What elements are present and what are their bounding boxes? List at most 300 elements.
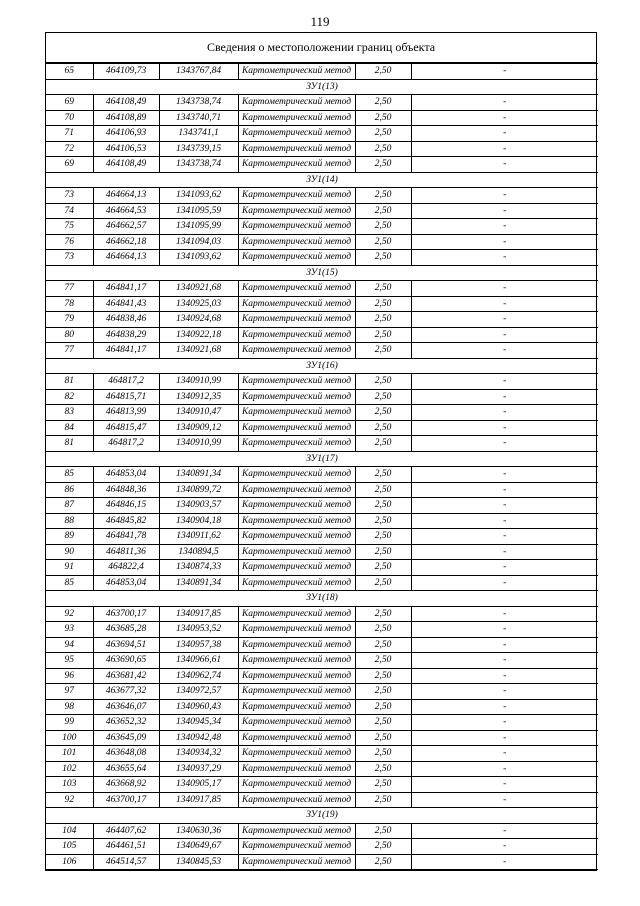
section-label: ЗУ1(15) bbox=[46, 265, 598, 281]
accuracy-cell: 2,50 bbox=[355, 498, 411, 514]
x-coordinate-cell: 464108,49 bbox=[93, 157, 159, 173]
accuracy-cell: 2,50 bbox=[355, 730, 411, 746]
point-number-cell: 76 bbox=[46, 234, 93, 250]
accuracy-cell: 2,50 bbox=[355, 715, 411, 731]
table-row bbox=[46, 436, 598, 452]
accuracy-cell: 2,50 bbox=[355, 296, 411, 312]
table-row bbox=[46, 219, 598, 235]
point-number-cell: 91 bbox=[46, 560, 93, 576]
table-row bbox=[46, 730, 598, 746]
description-cell: - bbox=[411, 730, 598, 746]
description-cell: - bbox=[411, 420, 598, 436]
description-cell: - bbox=[411, 343, 598, 359]
method-cell: Картометрический метод bbox=[238, 622, 355, 638]
accuracy-cell: 2,50 bbox=[355, 699, 411, 715]
method-cell: Картометрический метод bbox=[238, 560, 355, 576]
description-cell: - bbox=[411, 467, 598, 483]
point-number-cell: 82 bbox=[46, 389, 93, 405]
x-coordinate-cell: 463700,17 bbox=[93, 792, 159, 808]
point-number-cell: 79 bbox=[46, 312, 93, 328]
description-cell: - bbox=[411, 141, 598, 157]
table-row bbox=[46, 420, 598, 436]
x-coordinate-cell: 464662,18 bbox=[93, 234, 159, 250]
accuracy-cell: 2,50 bbox=[355, 157, 411, 173]
y-coordinate-cell: 1340649,67 bbox=[159, 839, 238, 855]
accuracy-cell: 2,50 bbox=[355, 529, 411, 545]
accuracy-cell: 2,50 bbox=[355, 668, 411, 684]
y-coordinate-cell: 1341093,62 bbox=[159, 250, 238, 266]
y-coordinate-cell: 1340909,12 bbox=[159, 420, 238, 436]
point-number-cell: 69 bbox=[46, 95, 93, 111]
description-cell: - bbox=[411, 312, 598, 328]
accuracy-cell: 2,50 bbox=[355, 141, 411, 157]
boundary-table-sheet bbox=[45, 32, 597, 871]
table-row bbox=[46, 343, 598, 359]
section-row bbox=[46, 265, 598, 281]
description-cell: - bbox=[411, 203, 598, 219]
y-coordinate-cell: 1340942,48 bbox=[159, 730, 238, 746]
point-number-cell: 98 bbox=[46, 699, 93, 715]
table-row bbox=[46, 637, 598, 653]
y-coordinate-cell: 1340874,33 bbox=[159, 560, 238, 576]
method-cell: Картометрический метод bbox=[238, 498, 355, 514]
accuracy-cell: 2,50 bbox=[355, 110, 411, 126]
method-cell: Картометрический метод bbox=[238, 544, 355, 560]
y-coordinate-cell: 1340953,52 bbox=[159, 622, 238, 638]
accuracy-cell: 2,50 bbox=[355, 513, 411, 529]
point-number-cell: 101 bbox=[46, 746, 93, 762]
x-coordinate-cell: 464106,93 bbox=[93, 126, 159, 142]
method-cell: Картометрический метод bbox=[238, 389, 355, 405]
method-cell: Картометрический метод bbox=[238, 715, 355, 731]
table-row bbox=[46, 746, 598, 762]
x-coordinate-cell: 464815,47 bbox=[93, 420, 159, 436]
x-coordinate-cell: 464108,89 bbox=[93, 110, 159, 126]
accuracy-cell: 2,50 bbox=[355, 188, 411, 204]
description-cell: - bbox=[411, 668, 598, 684]
section-row bbox=[46, 451, 598, 467]
description-cell: - bbox=[411, 188, 598, 204]
table-row bbox=[46, 374, 598, 390]
description-cell: - bbox=[411, 699, 598, 715]
description-cell: - bbox=[411, 157, 598, 173]
y-coordinate-cell: 1340905,17 bbox=[159, 777, 238, 793]
y-coordinate-cell: 1340962,74 bbox=[159, 668, 238, 684]
point-number-cell: 92 bbox=[46, 792, 93, 808]
description-cell: - bbox=[411, 498, 598, 514]
point-number-cell: 65 bbox=[46, 64, 93, 80]
description-cell: - bbox=[411, 405, 598, 421]
section-row bbox=[46, 79, 598, 95]
accuracy-cell: 2,50 bbox=[355, 653, 411, 669]
x-coordinate-cell: 464841,17 bbox=[93, 281, 159, 297]
point-number-cell: 90 bbox=[46, 544, 93, 560]
method-cell: Картометрический метод bbox=[238, 234, 355, 250]
table-row bbox=[46, 110, 598, 126]
accuracy-cell: 2,50 bbox=[355, 839, 411, 855]
accuracy-cell: 2,50 bbox=[355, 777, 411, 793]
description-cell: - bbox=[411, 544, 598, 560]
method-cell: Картометрический метод bbox=[238, 157, 355, 173]
description-cell: - bbox=[411, 95, 598, 111]
description-cell: - bbox=[411, 792, 598, 808]
y-coordinate-cell: 1340934,32 bbox=[159, 746, 238, 762]
method-cell: Картометрический метод bbox=[238, 203, 355, 219]
table-row bbox=[46, 312, 598, 328]
x-coordinate-cell: 463668,92 bbox=[93, 777, 159, 793]
table-row bbox=[46, 653, 598, 669]
table-row bbox=[46, 141, 598, 157]
x-coordinate-cell: 464838,46 bbox=[93, 312, 159, 328]
section-label: ЗУ1(18) bbox=[46, 591, 598, 607]
method-cell: Картометрический метод bbox=[238, 436, 355, 452]
point-number-cell: 102 bbox=[46, 761, 93, 777]
accuracy-cell: 2,50 bbox=[355, 761, 411, 777]
accuracy-cell: 2,50 bbox=[355, 203, 411, 219]
description-cell: - bbox=[411, 513, 598, 529]
point-number-cell: 95 bbox=[46, 653, 93, 669]
table-row bbox=[46, 684, 598, 700]
point-number-cell: 85 bbox=[46, 467, 93, 483]
point-number-cell: 77 bbox=[46, 281, 93, 297]
description-cell: - bbox=[411, 436, 598, 452]
y-coordinate-cell: 1340903,57 bbox=[159, 498, 238, 514]
method-cell: Картометрический метод bbox=[238, 327, 355, 343]
description-cell: - bbox=[411, 482, 598, 498]
method-cell: Картометрический метод bbox=[238, 482, 355, 498]
y-coordinate-cell: 1340917,85 bbox=[159, 606, 238, 622]
point-number-cell: 106 bbox=[46, 854, 93, 870]
table-row bbox=[46, 482, 598, 498]
method-cell: Картометрический метод bbox=[238, 64, 355, 80]
page-number: 119 bbox=[310, 14, 330, 29]
method-cell: Картометрический метод bbox=[238, 529, 355, 545]
method-cell: Картометрический метод bbox=[238, 839, 355, 855]
table-row bbox=[46, 281, 598, 297]
x-coordinate-cell: 464853,04 bbox=[93, 575, 159, 591]
table-row bbox=[46, 529, 598, 545]
y-coordinate-cell: 1340921,68 bbox=[159, 343, 238, 359]
x-coordinate-cell: 464664,13 bbox=[93, 250, 159, 266]
x-coordinate-cell: 463655,64 bbox=[93, 761, 159, 777]
method-cell: Картометрический метод bbox=[238, 668, 355, 684]
section-label: ЗУ1(14) bbox=[46, 172, 598, 188]
table-row bbox=[46, 389, 598, 405]
y-coordinate-cell: 1343767,84 bbox=[159, 64, 238, 80]
accuracy-cell: 2,50 bbox=[355, 312, 411, 328]
point-number-cell: 75 bbox=[46, 219, 93, 235]
y-coordinate-cell: 1340845,53 bbox=[159, 854, 238, 870]
description-cell: - bbox=[411, 219, 598, 235]
y-coordinate-cell: 1340925,03 bbox=[159, 296, 238, 312]
accuracy-cell: 2,50 bbox=[355, 95, 411, 111]
method-cell: Картометрический метод bbox=[238, 746, 355, 762]
method-cell: Картометрический метод bbox=[238, 699, 355, 715]
accuracy-cell: 2,50 bbox=[355, 234, 411, 250]
description-cell: - bbox=[411, 126, 598, 142]
description-cell: - bbox=[411, 715, 598, 731]
description-cell: - bbox=[411, 64, 598, 80]
point-number-cell: 104 bbox=[46, 823, 93, 839]
y-coordinate-cell: 1340937,29 bbox=[159, 761, 238, 777]
y-coordinate-cell: 1340917,85 bbox=[159, 792, 238, 808]
point-number-cell: 74 bbox=[46, 203, 93, 219]
method-cell: Картометрический метод bbox=[238, 95, 355, 111]
accuracy-cell: 2,50 bbox=[355, 482, 411, 498]
accuracy-cell: 2,50 bbox=[355, 684, 411, 700]
y-coordinate-cell: 1343740,71 bbox=[159, 110, 238, 126]
description-cell: - bbox=[411, 560, 598, 576]
method-cell: Картометрический метод bbox=[238, 281, 355, 297]
accuracy-cell: 2,50 bbox=[355, 575, 411, 591]
point-number-cell: 72 bbox=[46, 141, 93, 157]
x-coordinate-cell: 464815,71 bbox=[93, 389, 159, 405]
x-coordinate-cell: 464109,73 bbox=[93, 64, 159, 80]
accuracy-cell: 2,50 bbox=[355, 467, 411, 483]
table-row bbox=[46, 839, 598, 855]
y-coordinate-cell: 1340891,34 bbox=[159, 467, 238, 483]
y-coordinate-cell: 1341095,99 bbox=[159, 219, 238, 235]
x-coordinate-cell: 464845,82 bbox=[93, 513, 159, 529]
table-row bbox=[46, 544, 598, 560]
y-coordinate-cell: 1340912,35 bbox=[159, 389, 238, 405]
accuracy-cell: 2,50 bbox=[355, 420, 411, 436]
point-number-cell: 73 bbox=[46, 188, 93, 204]
description-cell: - bbox=[411, 746, 598, 762]
table-row bbox=[46, 296, 598, 312]
y-coordinate-cell: 1340899,72 bbox=[159, 482, 238, 498]
method-cell: Картометрический метод bbox=[238, 343, 355, 359]
method-cell: Картометрический метод bbox=[238, 684, 355, 700]
accuracy-cell: 2,50 bbox=[355, 854, 411, 870]
description-cell: - bbox=[411, 653, 598, 669]
accuracy-cell: 2,50 bbox=[355, 637, 411, 653]
description-cell: - bbox=[411, 854, 598, 870]
x-coordinate-cell: 463700,17 bbox=[93, 606, 159, 622]
table-row bbox=[46, 761, 598, 777]
x-coordinate-cell: 464846,15 bbox=[93, 498, 159, 514]
table-row bbox=[46, 513, 598, 529]
method-cell: Картометрический метод bbox=[238, 761, 355, 777]
y-coordinate-cell: 1341094,03 bbox=[159, 234, 238, 250]
y-coordinate-cell: 1340910,99 bbox=[159, 374, 238, 390]
accuracy-cell: 2,50 bbox=[355, 281, 411, 297]
method-cell: Картометрический метод bbox=[238, 219, 355, 235]
section-label: ЗУ1(19) bbox=[46, 808, 598, 824]
accuracy-cell: 2,50 bbox=[355, 64, 411, 80]
accuracy-cell: 2,50 bbox=[355, 792, 411, 808]
y-coordinate-cell: 1340960,43 bbox=[159, 699, 238, 715]
y-coordinate-cell: 1341095,59 bbox=[159, 203, 238, 219]
accuracy-cell: 2,50 bbox=[355, 436, 411, 452]
y-coordinate-cell: 1340966,61 bbox=[159, 653, 238, 669]
method-cell: Картометрический метод bbox=[238, 467, 355, 483]
description-cell: - bbox=[411, 234, 598, 250]
description-cell: - bbox=[411, 761, 598, 777]
x-coordinate-cell: 464514,57 bbox=[93, 854, 159, 870]
description-cell: - bbox=[411, 529, 598, 545]
point-number-cell: 96 bbox=[46, 668, 93, 684]
point-number-cell: 69 bbox=[46, 157, 93, 173]
y-coordinate-cell: 1340945,34 bbox=[159, 715, 238, 731]
point-number-cell: 100 bbox=[46, 730, 93, 746]
boundary-coordinates-table bbox=[46, 63, 598, 870]
table-row bbox=[46, 95, 598, 111]
section-label: ЗУ1(13) bbox=[46, 79, 598, 95]
section-label: ЗУ1(16) bbox=[46, 358, 598, 374]
accuracy-cell: 2,50 bbox=[355, 823, 411, 839]
section-row bbox=[46, 808, 598, 824]
description-cell: - bbox=[411, 575, 598, 591]
point-number-cell: 83 bbox=[46, 405, 93, 421]
description-cell: - bbox=[411, 606, 598, 622]
x-coordinate-cell: 464838,29 bbox=[93, 327, 159, 343]
table-row bbox=[46, 575, 598, 591]
y-coordinate-cell: 1343741,1 bbox=[159, 126, 238, 142]
point-number-cell: 87 bbox=[46, 498, 93, 514]
x-coordinate-cell: 464841,17 bbox=[93, 343, 159, 359]
x-coordinate-cell: 463690,65 bbox=[93, 653, 159, 669]
y-coordinate-cell: 1343739,15 bbox=[159, 141, 238, 157]
method-cell: Картометрический метод bbox=[238, 312, 355, 328]
table-row bbox=[46, 157, 598, 173]
method-cell: Картометрический метод bbox=[238, 653, 355, 669]
y-coordinate-cell: 1340911,62 bbox=[159, 529, 238, 545]
table-row bbox=[46, 823, 598, 839]
point-number-cell: 73 bbox=[46, 250, 93, 266]
x-coordinate-cell: 463694,51 bbox=[93, 637, 159, 653]
x-coordinate-cell: 463648,08 bbox=[93, 746, 159, 762]
accuracy-cell: 2,50 bbox=[355, 250, 411, 266]
x-coordinate-cell: 464848,36 bbox=[93, 482, 159, 498]
accuracy-cell: 2,50 bbox=[355, 126, 411, 142]
section-label: ЗУ1(17) bbox=[46, 451, 598, 467]
description-cell: - bbox=[411, 777, 598, 793]
table-row bbox=[46, 250, 598, 266]
accuracy-cell: 2,50 bbox=[355, 746, 411, 762]
table-row bbox=[46, 715, 598, 731]
accuracy-cell: 2,50 bbox=[355, 560, 411, 576]
table-row bbox=[46, 792, 598, 808]
description-cell: - bbox=[411, 622, 598, 638]
description-cell: - bbox=[411, 250, 598, 266]
description-cell: - bbox=[411, 327, 598, 343]
table-row bbox=[46, 327, 598, 343]
accuracy-cell: 2,50 bbox=[355, 389, 411, 405]
y-coordinate-cell: 1343738,74 bbox=[159, 157, 238, 173]
x-coordinate-cell: 464811,36 bbox=[93, 544, 159, 560]
point-number-cell: 105 bbox=[46, 839, 93, 855]
section-row bbox=[46, 358, 598, 374]
table-row bbox=[46, 560, 598, 576]
accuracy-cell: 2,50 bbox=[355, 544, 411, 560]
x-coordinate-cell: 464664,53 bbox=[93, 203, 159, 219]
method-cell: Картометрический метод bbox=[238, 792, 355, 808]
y-coordinate-cell: 1340972,57 bbox=[159, 684, 238, 700]
point-number-cell: 81 bbox=[46, 436, 93, 452]
description-cell: - bbox=[411, 839, 598, 855]
point-number-cell: 85 bbox=[46, 575, 93, 591]
y-coordinate-cell: 1340922,18 bbox=[159, 327, 238, 343]
accuracy-cell: 2,50 bbox=[355, 622, 411, 638]
x-coordinate-cell: 464817,2 bbox=[93, 374, 159, 390]
point-number-cell: 81 bbox=[46, 374, 93, 390]
table-row bbox=[46, 467, 598, 483]
point-number-cell: 86 bbox=[46, 482, 93, 498]
y-coordinate-cell: 1340891,34 bbox=[159, 575, 238, 591]
y-coordinate-cell: 1340924,68 bbox=[159, 312, 238, 328]
section-row bbox=[46, 591, 598, 607]
table-row bbox=[46, 854, 598, 870]
accuracy-cell: 2,50 bbox=[355, 327, 411, 343]
point-number-cell: 71 bbox=[46, 126, 93, 142]
description-cell: - bbox=[411, 684, 598, 700]
method-cell: Картометрический метод bbox=[238, 420, 355, 436]
x-coordinate-cell: 464664,13 bbox=[93, 188, 159, 204]
table-row bbox=[46, 405, 598, 421]
y-coordinate-cell: 1340910,99 bbox=[159, 436, 238, 452]
table-row bbox=[46, 622, 598, 638]
method-cell: Картометрический метод bbox=[238, 250, 355, 266]
table-row bbox=[46, 699, 598, 715]
accuracy-cell: 2,50 bbox=[355, 374, 411, 390]
accuracy-cell: 2,50 bbox=[355, 343, 411, 359]
method-cell: Картометрический метод bbox=[238, 513, 355, 529]
method-cell: Картометрический метод bbox=[238, 188, 355, 204]
description-cell: - bbox=[411, 637, 598, 653]
method-cell: Картометрический метод bbox=[238, 126, 355, 142]
y-coordinate-cell: 1341093,62 bbox=[159, 188, 238, 204]
point-number-cell: 78 bbox=[46, 296, 93, 312]
x-coordinate-cell: 463681,42 bbox=[93, 668, 159, 684]
x-coordinate-cell: 464108,49 bbox=[93, 95, 159, 111]
y-coordinate-cell: 1340957,38 bbox=[159, 637, 238, 653]
point-number-cell: 103 bbox=[46, 777, 93, 793]
x-coordinate-cell: 463645,09 bbox=[93, 730, 159, 746]
x-coordinate-cell: 463685,28 bbox=[93, 622, 159, 638]
point-number-cell: 84 bbox=[46, 420, 93, 436]
table-row bbox=[46, 234, 598, 250]
y-coordinate-cell: 1340921,68 bbox=[159, 281, 238, 297]
method-cell: Картометрический метод bbox=[238, 606, 355, 622]
point-number-cell: 94 bbox=[46, 637, 93, 653]
description-cell: - bbox=[411, 374, 598, 390]
table-row bbox=[46, 188, 598, 204]
method-cell: Картометрический метод bbox=[238, 637, 355, 653]
x-coordinate-cell: 464461,51 bbox=[93, 839, 159, 855]
table-row bbox=[46, 777, 598, 793]
accuracy-cell: 2,50 bbox=[355, 405, 411, 421]
accuracy-cell: 2,50 bbox=[355, 606, 411, 622]
method-cell: Картометрический метод bbox=[238, 730, 355, 746]
y-coordinate-cell: 1340904,18 bbox=[159, 513, 238, 529]
table-row bbox=[46, 126, 598, 142]
x-coordinate-cell: 463677,32 bbox=[93, 684, 159, 700]
point-number-cell: 89 bbox=[46, 529, 93, 545]
point-number-cell: 93 bbox=[46, 622, 93, 638]
method-cell: Картометрический метод bbox=[238, 374, 355, 390]
point-number-cell: 70 bbox=[46, 110, 93, 126]
x-coordinate-cell: 464841,43 bbox=[93, 296, 159, 312]
table-row bbox=[46, 203, 598, 219]
point-number-cell: 99 bbox=[46, 715, 93, 731]
section-row bbox=[46, 172, 598, 188]
x-coordinate-cell: 464817,2 bbox=[93, 436, 159, 452]
x-coordinate-cell: 464407,62 bbox=[93, 823, 159, 839]
x-coordinate-cell: 463646,07 bbox=[93, 699, 159, 715]
x-coordinate-cell: 464106,53 bbox=[93, 141, 159, 157]
description-cell: - bbox=[411, 110, 598, 126]
